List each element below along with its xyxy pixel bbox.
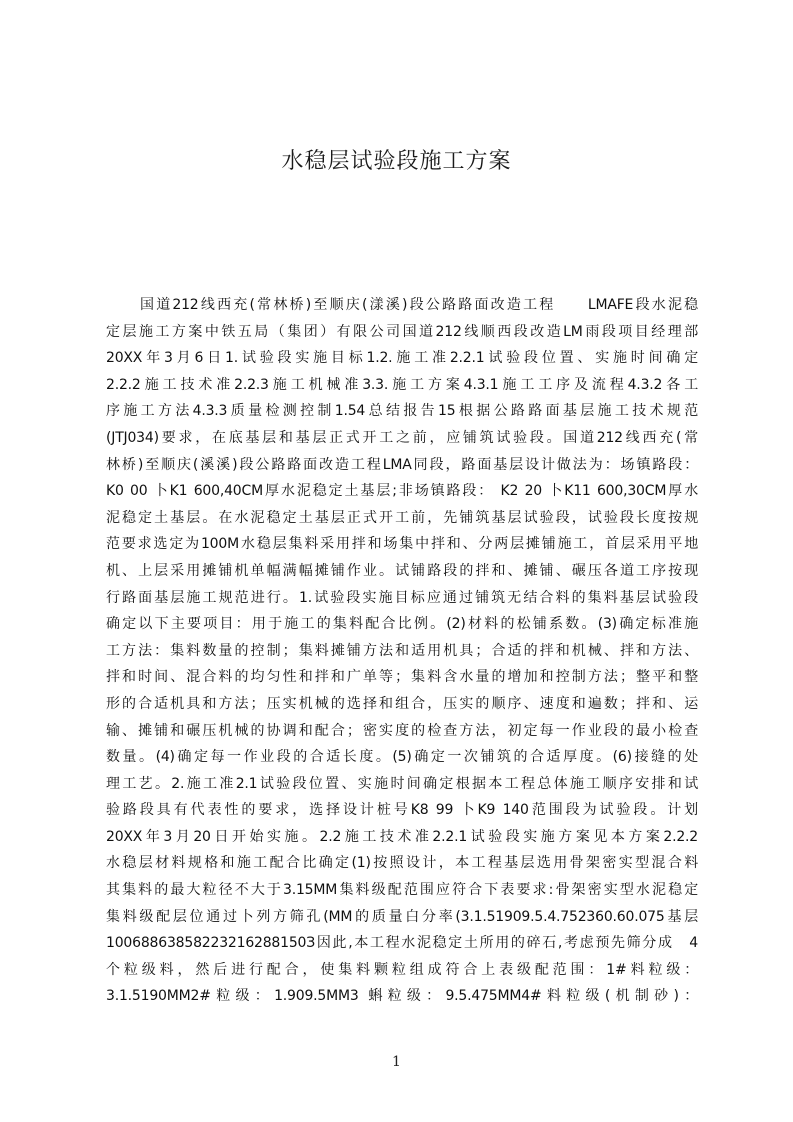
body-line: 2.2.2施工技术准2.2.3施工机械准3.3.施工方案4.3.1施工工序及流程4.3.2各工 <box>106 376 698 393</box>
body-line: 泥稳定土基层。在水泥稳定土基层正式开工前，先铺筑基层试验段，试验段长度按规 <box>106 509 698 526</box>
body-line: 水稳层材料规格和施工配合比确定(1)按照设计，本工程基层选用骨架密实型混合料 <box>106 855 698 872</box>
body-line: 国道212线西充(常林桥)至顺庆(漾溪)段公路路面改造工程 LMAFE段水泥稳 <box>140 297 698 313</box>
body-line: 验路段具有代表性的要求，选择设计桩号K8 99 卜K9 140范围段为试验段。计划 <box>106 802 698 819</box>
body-line: 形的合适机具和方法；压实机械的选择和组合，压实的顺序、速度和遍数；拌和、运 <box>106 695 698 712</box>
body-line: K0 00 卜K1 600,40CM厚水泥稳定土基层;非场镇路段： K2 20 卜K11 600,30CM厚水 <box>106 483 698 500</box>
body-line: (JTJ034)要求，在底基层和基层正式开工之前，应铺筑试验段。国道212线西充(常 <box>106 429 698 446</box>
page-title: 水稳层试验段施工方案 <box>281 149 512 174</box>
body-line: 20XX年3月6日1.试验段实施目标1.2.施工准2.2.1试验段位置、实施时间确定 <box>106 350 698 367</box>
body-line: 其集料的最大粒径不大于3.15MM集料级配范围应符合下表要求:骨架密实型水泥稳定 <box>106 882 698 899</box>
body-line: 林桥)至顺庆(溪溪)段公路路面改造工程LMA同段，路面基层设计做法为：场镇路段： <box>106 456 698 473</box>
body-line: 机、上层采用摊铺机单幅满幅摊铺作业。试铺路段的拌和、摊铺、碾压各道工序按现 <box>106 562 698 579</box>
body-line: 确定以下主要项目：用于施工的集料配合比例。(2)材料的松铺系数。(3)确定标准施 <box>106 616 698 633</box>
body-line: 工方法：集料数量的控制；集料摊铺方法和适用机具；合适的拌和机械、拌和方法、 <box>106 642 698 659</box>
body-line: 序施工方法4.3.3质量检测控制1.54总结报告15根据公路路面基层施工技术规范 <box>106 403 698 420</box>
page-number: 1 <box>392 1054 401 1070</box>
body-line: 10068863858223216288150З因此,本工程水泥稳定土所用的碎石,考虑预先筛分成 4 <box>106 935 698 952</box>
body-line: 拌和时间、混合料的均匀性和拌和广单等；集料含水量的增加和控制方法；整平和整 <box>106 669 698 686</box>
body-line: 3.1.5190MM2#粒级：1.909.5MM3 蝌粒级：9.5.475MM4#料粒级(机制砂)： <box>106 988 698 1005</box>
body-line: 范要求选定为100M水稳层集料采用拌和场集中拌和、分两层摊铺施工，首层采用平地 <box>106 536 698 553</box>
body-line: 集料级配层位通过卜列方筛孔(MM的质量白分率(3.1.51909.5.4.752360.60.075基层 <box>106 908 698 925</box>
body-line: 20XX年3月20日开始实施。2.2施工技术准2.2.1试验段实施方案见本方案2.2.2 <box>106 828 698 845</box>
body-text <box>106 292 698 1012</box>
body-line: 数量。(4)确定每一作业段的合适长度。(5)确定一次铺筑的合适厚度。(6)接缝的处 <box>106 749 698 766</box>
body-line: 个粒级料，然后进行配合，使集料颗粒组成符合上表级配范围：1#料粒级： <box>106 961 698 978</box>
body-line: 输、摊铺和碾压机械的协调和配合；密实度的检查方法，初定每一作业段的最小检查 <box>106 722 698 739</box>
body-line: 行路面基层施工规范进行。1.试验段实施目标应通过铺筑无结合料的集料基层试验段 <box>106 589 698 606</box>
body-line: 定层施工方案中铁五局（集团）有限公司国道212线顺西段改造LM雨段项目经理部 <box>106 323 698 340</box>
body-line: 理工艺。2.施工准2.1试验段位置、实施时间确定根据本工程总体施工顺序安排和试 <box>106 775 698 792</box>
